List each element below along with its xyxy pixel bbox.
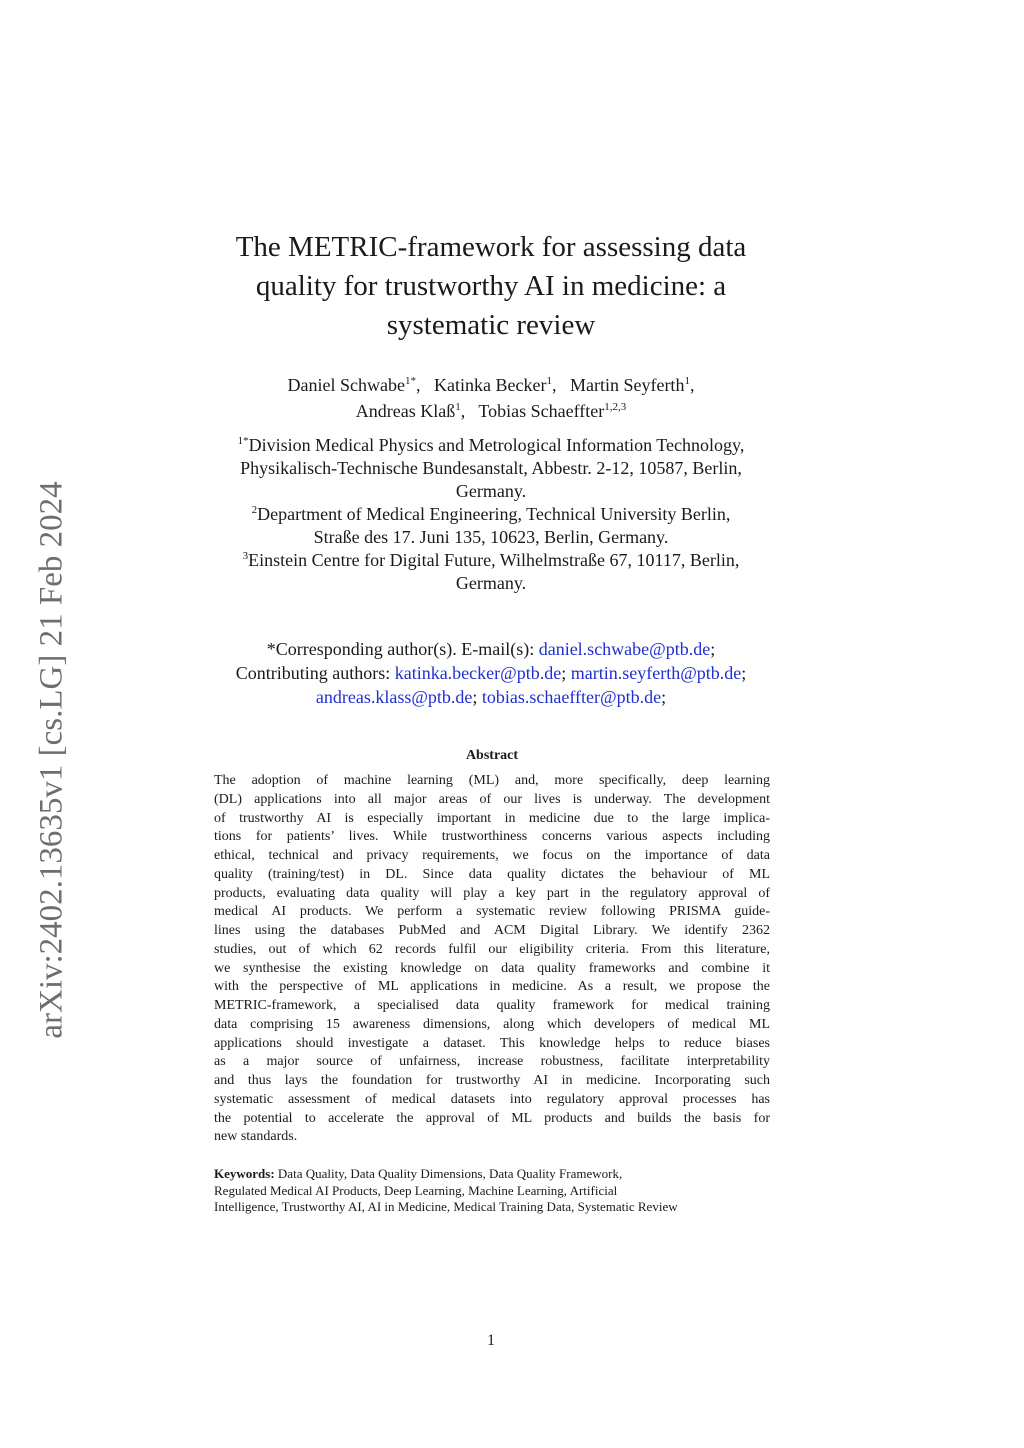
abstract-line: ethical, technical and privacy requirements, we focus on the importance of data xyxy=(214,848,770,863)
corresponding-author-line: *Corresponding author(s). E-mail(s): daniel.schwabe@ptb.de; xyxy=(266,639,716,659)
keywords-line: Regulated Medical AI Products, Deep Learning, Machine Learning, Artificial xyxy=(214,1182,618,1198)
abstract-line: we synthesise the existing knowledge on data quality frameworks and combine it xyxy=(214,960,770,976)
author-line: Daniel Schwabe$^{1*}$, Katinka Becker$^1$, Martin Seyferth$^1$, xyxy=(287,375,695,395)
author-name: Martin Seyferth xyxy=(569,375,685,395)
affiliation-line: Germany. xyxy=(455,573,527,593)
author-name: Daniel Schwabe xyxy=(287,375,406,395)
email-link[interactable]: andreas.klass@ptb.de xyxy=(315,687,473,707)
abstract-line: medical AI products. We perform a systematic review following PRISMA guide- xyxy=(214,904,770,920)
abstract-line: products, evaluating data quality will play a key part in the regulatory approval of xyxy=(214,885,770,901)
affiliation-line: $^{1*}$Division Medical Physics and Metrological Information Technology, xyxy=(237,435,745,455)
contact-info xyxy=(180,637,802,709)
author-list xyxy=(180,372,802,424)
author-name: Katinka Becker xyxy=(434,375,547,395)
abstract-line: with the perspective of ML applications in medicine. As a result, we propose the xyxy=(214,979,770,995)
abstract-line: METRIC-framework, a specialised data quality framework for medical training xyxy=(214,998,770,1013)
affiliations xyxy=(190,434,792,595)
author-name: Tobias Schaeffter xyxy=(478,401,605,421)
abstract-line: lines using the databases PubMed and ACM Digital Library. We identify 2362 xyxy=(214,923,770,938)
affiliation-line: Germany. xyxy=(455,481,527,501)
keywords-line: Keywords: Data Quality, Data Quality Dimensions, Data Quality Framework, xyxy=(214,1166,623,1181)
abstract-line: tions for patients’ lives. While trustworthiness concerns various aspects including xyxy=(214,829,770,845)
email-link[interactable]: katinka.becker@ptb.de xyxy=(394,663,562,683)
page-number: 1 xyxy=(487,1332,495,1349)
abstract-line: as a major source of unfairness, increase robustness, facilitate interpretability xyxy=(214,1054,770,1070)
abstract-line: the potential to accelerate the approval of ML products and builds the basis for xyxy=(214,1110,770,1126)
abstract-line: studies, out of which 62 records fulfil our eligibility criteria. From this literature, xyxy=(214,941,770,957)
abstract-line: (DL) applications into all major areas of our lives is underway. The development xyxy=(214,791,770,807)
abstract-line: new standards. xyxy=(214,1129,298,1145)
abstract-body xyxy=(214,772,770,1147)
affil-mark: 1* xyxy=(237,435,249,447)
arxiv-identifier: arXiv:2402.13635v1 [cs.LG] 21 Feb 2024 xyxy=(33,481,70,1039)
author-affil-mark: 1* xyxy=(405,375,417,387)
abstract-heading: Abstract xyxy=(465,748,519,763)
abstract-line: applications should investigate a dataset. This knowledge helps to reduce biases xyxy=(214,1035,770,1051)
abstract-line: of trustworthy AI is especially important in medicine due to the large implica- xyxy=(214,810,770,826)
paper-title xyxy=(200,228,782,345)
author-affil-mark: 1,2,3 xyxy=(604,401,627,413)
keywords-block xyxy=(214,1166,774,1216)
email-link[interactable]: martin.seyferth@ptb.de xyxy=(570,663,742,683)
abstract-line: systematic assessment of medical datasets into regulatory approval processes has xyxy=(214,1091,770,1107)
author-line: Andreas Klaß$^1$, Tobias Schaeffter$^{1,2,3}$ xyxy=(355,401,627,421)
email-link[interactable]: tobias.schaeffter@ptb.de xyxy=(481,687,662,707)
title-line: The METRIC-framework for assessing data xyxy=(235,231,747,263)
abstract-line: The adoption of machine learning (ML) and, more specifically, deep learning xyxy=(214,773,770,788)
title-line: systematic review xyxy=(386,309,596,341)
keywords-line: Intelligence, Trustworthy AI, AI in Medicine, Medical Training Data, Systematic Review xyxy=(214,1199,678,1214)
title-line: quality for trustworthy AI in medicine: a xyxy=(255,270,727,302)
contributing-authors-line: Contributing authors: katinka.becker@ptb.de; martin.seyferth@ptb.de; xyxy=(235,663,747,683)
affiliation-line: $^3$Einstein Centre for Digital Future, Wilhelmstraße 67, 10117, Berlin, xyxy=(242,550,740,570)
contributing-authors-line: andreas.klass@ptb.de; tobias.schaeffter@ptb.de; xyxy=(315,687,667,707)
author-affil-mark: 1 xyxy=(684,375,690,387)
author-name: Andreas Klaß xyxy=(355,401,456,421)
affil-mark: 2 xyxy=(251,504,258,516)
affiliation-line: $^2$Department of Medical Engineering, Technical University Berlin, xyxy=(251,504,731,524)
author-affil-mark: 1 xyxy=(455,401,461,413)
affiliation-line: Physikalisch-Technische Bundesanstalt, Abbestr. 2-12, 10587, Berlin, xyxy=(240,458,742,478)
abstract-line: quality (training/test) in DL. Since data quality dictates the behaviour of ML xyxy=(214,866,770,882)
email-link[interactable]: daniel.schwabe@ptb.de xyxy=(538,639,711,659)
abstract-line: data comprising 15 awareness dimensions, along which developers of medical ML xyxy=(214,1016,770,1032)
affil-mark: 3 xyxy=(242,550,249,562)
abstract-line: and thus lays the foundation for trustworthy AI in medicine. Incorporating such xyxy=(214,1073,770,1088)
author-affil-mark: 1 xyxy=(546,375,552,387)
keywords-label: Keywords: xyxy=(214,1166,275,1181)
affiliation-line: Straße des 17. Juni 135, 10623, Berlin, Germany. xyxy=(313,527,669,547)
